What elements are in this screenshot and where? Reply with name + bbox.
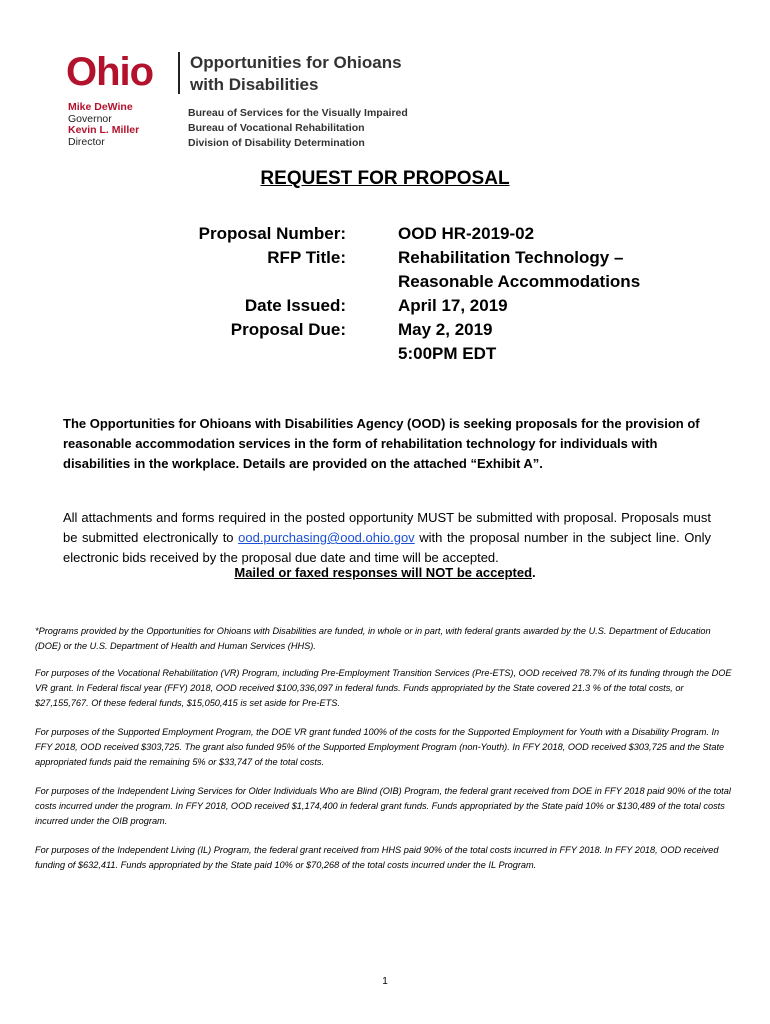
officials-block (68, 102, 139, 148)
date-issued-label: Date Issued: (244, 296, 346, 315)
governor-title: Governor (68, 112, 112, 125)
footnote-oib: For purposes of the Independent Living Services for Older Individuals Who are Blind (OIB) Program, the federal grant received from DOE in FFY 2018 paid 90% of the total costs incurred under the program. In FFY 2018, OOD received $1,174,400 in federal grant funds. Funds appropriated by the State paid 10% or $130,489 of the total costs incurred under the OIB program. (35, 786, 731, 826)
bureaus-list (188, 106, 408, 151)
bureau-item: Bureau of Vocational Rehabilitation (188, 122, 365, 134)
footnote-supported-employment: For purposes of the Supported Employment Program, the DOE VR grant funded 100% of the costs for the Supported Employment for Youth with a Disability Program. In FFY 2018, OOD received $303,725. The grant also funded 95% of the Supported Employment Program (non-Youth). In FFY 2018, OOD received $303,725 and the State appropriated funds paid the remaining 5% or $33,747 of the total costs. (35, 727, 725, 767)
instructions-text-after: with the proposal number in the subject line. Only electronic bids received by the proposal due date and time will be accepted. (63, 530, 711, 565)
bureau-item: Division of Disability Determination (188, 137, 365, 149)
logo-divider (178, 52, 180, 94)
agency-name (190, 52, 402, 96)
bureau-item: Bureau of Services for the Visually Impaired (188, 107, 408, 119)
agency-name-line2: with Disabilities (190, 75, 319, 94)
governor-name: Mike DeWine (68, 101, 133, 113)
no-mail-text: Mailed or faxed responses will NOT be accepted (234, 565, 533, 580)
footnote-il: For purposes of the Independent Living (IL) Program, the federal grant received from HHS paid 90% of the total costs incurred in FFY 2018. In FFY 2018, OOD received funding of $632,411. Funds appropriated by the State paid 10% or $70,268 of the total costs incurred under the IL Program. (35, 845, 719, 870)
rfp-title-label: RFP Title: (267, 248, 346, 267)
funding-footnotes (35, 624, 735, 887)
email-link[interactable]: ood.purchasing@ood.ohio.gov (238, 530, 415, 545)
instructions-text-before: All attachments and forms required in the posted opportunity MUST be submitted with proposal. Proposals must be submitted electronically to (63, 510, 711, 545)
page-number: 1 (382, 976, 388, 987)
footnote-vr: For purposes of the Vocational Rehabilitation (VR) Program, including Pre-Employment Transition Services (Pre-ETS), OOD received 78.7% of its funding through the DOE VR grant. In Federal fiscal year (FFY) 2018, OOD received $100,336,097 in federal funds. Funds appropriated by the State covered 21.3 % of the total costs, or $27,155,767. Of these federal funds, $15,050,415 is set aside for Pre-ETS. (35, 668, 732, 708)
no-mail-period: . (532, 565, 536, 580)
rfp-title-value-line1: Rehabilitation Technology – (398, 248, 624, 267)
proposal-due-label: Proposal Due: (230, 320, 346, 339)
document-title: REQUEST FOR PROPOSAL (260, 168, 510, 189)
date-issued-value: April 17, 2019 (398, 296, 508, 315)
director-name: Kevin L. Miller (68, 124, 140, 136)
director-title: Director (68, 135, 105, 148)
no-mail-notice (0, 565, 770, 580)
proposal-number-value: OOD HR-2019-02 (398, 224, 535, 243)
footnote-programs: *Programs provided by the Opportunities for Ohioans with Disabilities are funded, in whole or in part, with federal grants awarded by the U.S. Department of Education (DOE) or the U.S. Department of Health and Human Services (HHS). (35, 626, 711, 651)
ohio-logo: Ohio (66, 50, 154, 94)
instructions-paragraph (63, 508, 711, 568)
proposal-due-time: 5:00PM EDT (398, 344, 497, 363)
rfp-title-value-line2: Reasonable Accommodations (398, 272, 641, 291)
proposal-number-label: Proposal Number: (198, 224, 346, 243)
proposal-due-date: May 2, 2019 (398, 320, 493, 339)
intro-paragraph: The Opportunities for Ohioans with Disabilities Agency (OOD) is seeking proposals for the provision of reasonable accommodation services in the form of rehabilitation technology for individuals with disabilities in the workplace. Details are provided on the attached “Exhibit A”. (63, 416, 700, 471)
agency-name-line1: Opportunities for Ohioans (190, 53, 402, 72)
